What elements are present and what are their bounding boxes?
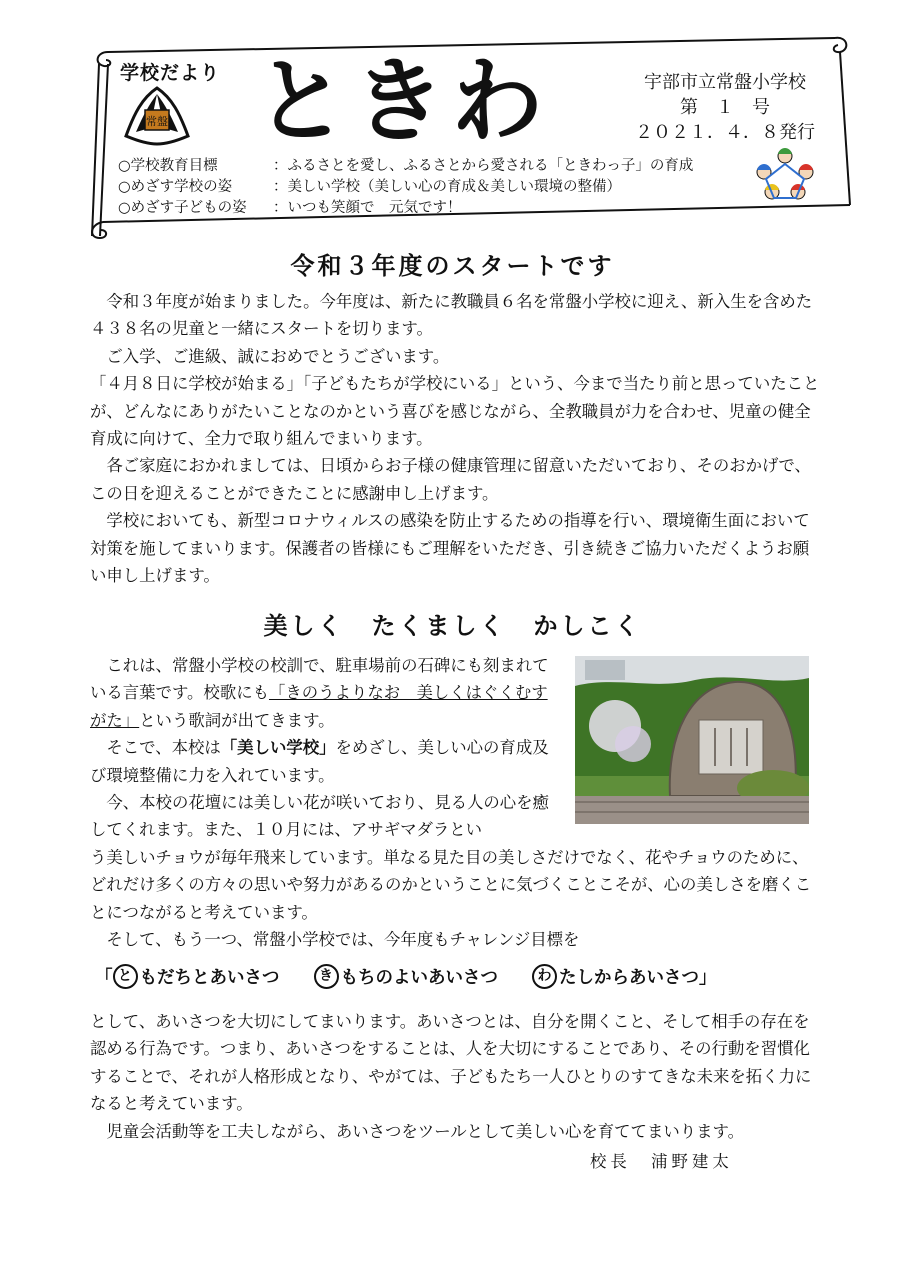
paragraph: そこで、本校は「美しい学校」をめざし、美しい心の育成及び環境整備に力を入れています。 xyxy=(90,738,549,785)
challenge-slogan: 「 と もだちとあいさつ き もちのよいあいさつ わ たしからあいさつ 」 xyxy=(95,964,815,989)
section2-closing-body xyxy=(90,1008,820,1145)
paragraph: として、あいさつを大切にしてまいります。あいさつとは、自分を開くこと、そして相手の存在を認める行為です。つまり、あいさつをすることは、人を大切にすることであり、その行動を習慣化することで、それが人格形成となり、やがては、子どもたち一人ひとりのすてきな未来を拓く力になると考えています。 xyxy=(90,1012,812,1114)
paragraph: 学校においても、新型コロナウィルスの感染を防止するための指導を行い、環境衛生面において対策を施してまいります。保護者の皆様にもご理解をいただき、引き続きご協力いただくようお願い申し上げます。 xyxy=(90,511,810,586)
song-lyric: 「きのうよりなお 美しくはぐくむすがた」 xyxy=(90,683,548,730)
paragraph: ご入学、ご進級、誠におめでとうございます。 xyxy=(90,346,450,366)
emblem-text: 常盤 xyxy=(146,115,168,128)
paragraph: 「４月８日に学校が始まる」「子どもたちが学校にいる」という、今まで当たり前と思っていたことが、どんなにありがたいことなのかという喜びを感じながら、全教職員が力を合わせ、児童の健全育成に向けて、全力で取り組んでまいります。 xyxy=(90,374,820,449)
paragraph: 今、本校の花壇には美しい花が咲いており、見る人の心を癒してくれます。また、１０月には、アサギマダラとい xyxy=(90,793,549,840)
paragraph: これは、常盤小学校の校訓で、駐車場前の石碑にも刻まれている言葉です。校歌にも「きのうよりなお 美しくはぐくむすがた」という歌詞が出てきます。 xyxy=(90,656,549,730)
paragraph: 各ご家庭におかれましては、日頃からお子様の健康管理に留意いただいており、そのおかげで、この日を迎えることができたことに感謝申し上げます。 xyxy=(90,456,811,503)
school-name: 宇部市立常盤小学校 xyxy=(644,72,806,93)
circled-to-icon: と xyxy=(113,964,138,989)
section2-narrow-body xyxy=(90,652,560,844)
section-title-motto: 美しく たくましく かしこく xyxy=(263,611,642,640)
newsletter-label: 学校だより xyxy=(120,62,221,84)
goal-row: ○めざす子どもの姿 ：いつも笑顔で 元気です！ xyxy=(118,200,462,216)
issue-number: 第 １ 号 xyxy=(680,97,770,118)
circled-ki-icon: き xyxy=(314,964,339,989)
beautiful-school-phrase: 「美しい学校」 xyxy=(220,738,336,758)
school-emblem-icon xyxy=(120,84,194,148)
newsletter-title: ときわ xyxy=(255,48,550,155)
school-goals xyxy=(118,156,693,219)
children-circle-icon xyxy=(752,146,818,204)
section-title-start: 令和３年度のスタートです xyxy=(290,251,615,280)
goal-row: ○めざす学校の姿 ：美しい学校（美しい心の育成＆美しい環境の整備） xyxy=(118,179,621,195)
paragraph: 児童会活動等を工夫しながら、あいさつをツールとして美しい心を育ててまいります。 xyxy=(90,1121,744,1141)
circled-wa-icon: わ xyxy=(532,964,557,989)
stone-monument-photo xyxy=(575,656,809,824)
section2-wide-body xyxy=(90,844,820,954)
paragraph: 令和３年度が始まりました。今年度は、新たに教職員６名を常盤小学校に迎え、新入生を含めた４３８名の児童と一緒にスタートを切ります。 xyxy=(90,292,813,339)
principal-signature: 校長 浦野建太 xyxy=(590,1152,733,1171)
paragraph: う美しいチョウが毎年飛来しています。単なる見た目の美しさだけでなく、花やチョウのために、どれだけ多くの方々の思いや努力があるのかということに気づくことこそが、心の美しさを磨くことにつながると考えています。 xyxy=(90,848,812,922)
section1-body xyxy=(90,288,820,589)
school-info xyxy=(625,70,825,145)
paragraph: そして、もう一つ、常盤小学校では、今年度もチャレンジ目標を xyxy=(90,930,580,950)
issue-date: ２０２１．４．８発行 xyxy=(635,122,815,143)
goal-row: ○学校教育目標 ：ふるさとを愛し、ふるさとから愛される「ときわっ子」の育成 xyxy=(118,158,694,174)
